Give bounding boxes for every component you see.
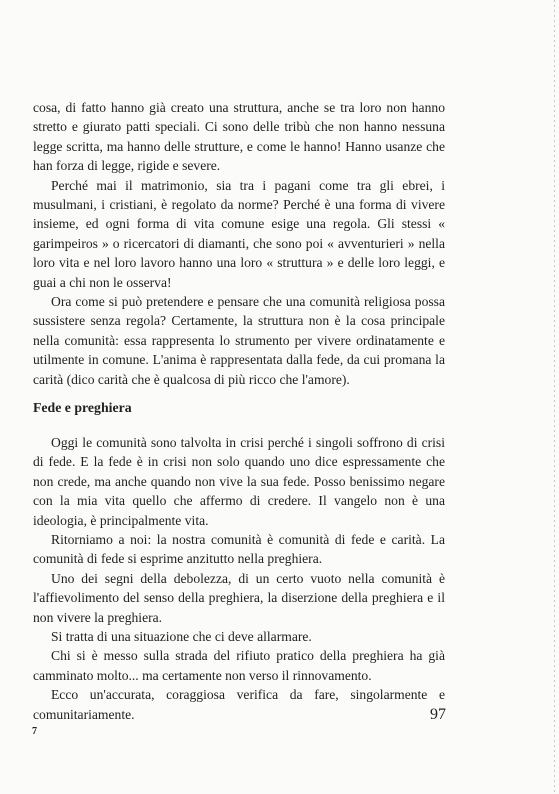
paragraph: Oggi le comunità sono talvolta in crisi perché i singoli soffrono di crisi di fede. E la fede è in crisi non solo quando uno dice espressamente che non crede, ma anche quando non vive la sua fede. Posso benissimo negare con la mia vita quello che affermo di credere. Il vangelo non è una ideologia, è principalmente vita. — [33, 435, 445, 528]
paragraph: Perché mai il matrimonio, sia tra i pagani come tra gli ebrei, i musulmani, i cristiani, è regolato da norme? Perché è una forma di vivere insieme, ed ogni forma di vita comune esige una regola. Gli stessi « garimpeiros » o ricercatori di diamanti, che sono poi « avventurieri » nella loro vita e nel loro lavoro hanno una loro « struttura » e delle loro leggi, e guai a chi non le osserva! — [33, 177, 445, 290]
section-heading: Fede e preghiera — [33, 400, 132, 415]
signature-mark: 7 — [32, 726, 37, 737]
paragraph: Ora come si può pretendere e pensare che una comunità religiosa possa sussistere senza regola? Certamente, la struttura non è la cosa principale nella comunità: essa rappresenta lo strumento per vivere ordinatamente e utilmente in comune. L'anima è rappresentata dalla fede, da cui promana la carità (dico carità che è qualcosa di più ricco che l'amore). — [33, 294, 445, 387]
text-block-1 — [33, 98, 445, 389]
page-edge-dots — [554, 0, 555, 794]
paragraph: Si tratta di una situazione che ci deve allarmare. — [51, 629, 312, 645]
page-number: 97 — [430, 706, 446, 723]
paragraph: Chi si è messo sulla strada del rifiuto pratico della preghiera ha già camminato molto... ma certamente non verso il rinnovamento. — [33, 648, 445, 683]
paragraph: Ritorniamo a noi: la nostra comunità è comunità di fede e carità. La comunità di fede si esprime anzitutto nella preghiera. — [33, 532, 445, 567]
paragraph: Uno dei segni della debolezza, di un certo vuoto nella comunità è l'affievolimento del senso della preghiera, la diserzione della preghiera e il non vivere la preghiera. — [33, 570, 445, 625]
paragraph: cosa, di fatto hanno già creato una struttura, anche se tra loro non hanno stretto e giurato patti speciali. Ci sono delle tribù che non hanno nessuna legge scritta, ma hanno delle strutture, e come le hanno! Hanno usanze che han forza di legge, rigide e severe. — [33, 100, 445, 174]
text-block-2 — [33, 433, 445, 724]
paragraph: Ecco un'accurata, coraggiosa verifica da fare, singolarmente e comunitariamente. — [33, 687, 445, 722]
